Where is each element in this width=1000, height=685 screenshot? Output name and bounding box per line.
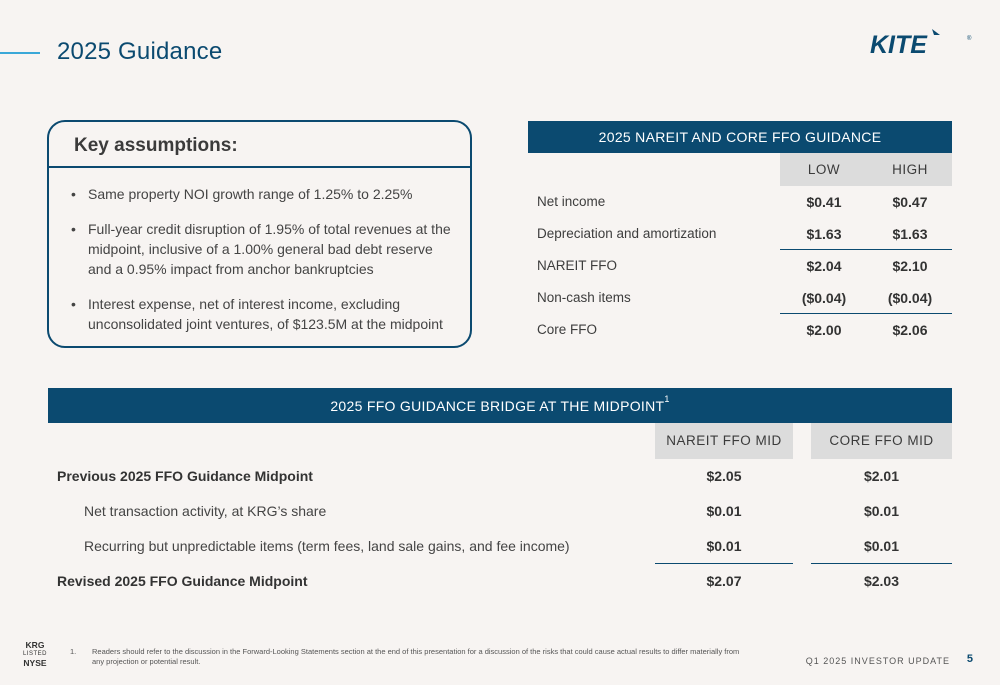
nareit-value: $2.07 xyxy=(706,573,742,589)
table-row xyxy=(528,218,952,250)
ffo-bridge-table xyxy=(48,388,952,599)
bridge-title xyxy=(48,388,952,423)
key-assumptions-box xyxy=(47,120,472,348)
core-value: $2.03 xyxy=(863,573,900,589)
assumption-item: • Full-year credit disruption of 1.95% of total revenues at the midpoint, inclusive of a 1.00% general bad debt reserve and a 0.95% impact from anchor bankruptcies xyxy=(71,219,456,279)
low-value: $2.00 xyxy=(806,322,842,338)
table-row xyxy=(48,529,952,564)
column-header-core-ffo-mid: CORE FFO MID xyxy=(811,423,952,459)
footnote-marker: 1 xyxy=(664,394,670,404)
row-label: Revised 2025 FFO Guidance Midpoint xyxy=(57,573,308,589)
kite-logo xyxy=(870,26,974,56)
nareit-value: $2.05 xyxy=(706,468,742,484)
row-label: Previous 2025 FFO Guidance Midpoint xyxy=(57,468,313,484)
high-value: $2.10 xyxy=(892,258,928,274)
low-value: $1.63 xyxy=(806,226,842,242)
high-value: ($0.04) xyxy=(887,290,933,306)
logo-wordmark: KITE xyxy=(870,31,927,56)
low-value: $2.04 xyxy=(806,258,842,274)
high-value: $0.47 xyxy=(892,194,928,210)
high-value: $2.06 xyxy=(892,322,928,338)
footer-label: Q1 2025 INVESTOR UPDATE xyxy=(805,656,950,666)
table-row xyxy=(528,314,952,346)
exchange-label: NYSE xyxy=(23,658,47,668)
core-value: $0.01 xyxy=(863,503,900,519)
nareit-value: $0.01 xyxy=(706,503,742,519)
table-row xyxy=(528,186,952,218)
low-value: ($0.04) xyxy=(801,290,847,306)
high-value: $1.63 xyxy=(892,226,928,242)
table-row xyxy=(528,282,952,314)
page-title: 2025 Guidance xyxy=(57,38,223,65)
key-assumptions-heading: Key assumptions: xyxy=(49,122,470,168)
krg-ticker: KRG xyxy=(25,640,45,650)
footnote-number: 1. xyxy=(70,647,77,656)
assumption-item: • Interest expense, net of interest income, excluding unconsolidated joint ventures, of $123.5M at the midpoint xyxy=(71,294,456,334)
row-label: Net income xyxy=(537,194,606,209)
row-label: NAREIT FFO xyxy=(537,258,618,273)
ffo-guidance-table xyxy=(528,121,952,346)
assumption-item: • Same property NOI growth range of 1.25% to 2.25% xyxy=(71,184,456,204)
assumptions-list xyxy=(49,168,470,334)
bridge-column-headers xyxy=(48,423,952,459)
table-row xyxy=(48,494,952,529)
table-row xyxy=(48,459,952,494)
column-header-high: HIGH xyxy=(868,153,952,186)
row-label: Recurring but unpredictable items (term fees, land sale gains, and fee income) xyxy=(84,538,570,554)
title-accent-line xyxy=(0,52,40,54)
nareit-value: $0.01 xyxy=(706,538,742,554)
logo-registered-mark: ® xyxy=(967,36,972,42)
krg-nyse-badge xyxy=(23,640,47,668)
ffo-guidance-title: 2025 NAREIT AND CORE FFO GUIDANCE xyxy=(528,121,952,153)
row-label: Depreciation and amortization xyxy=(537,226,717,241)
table-row xyxy=(48,564,952,599)
footnote-text: Readers should refer to the discussion in the Forward-Looking Statements section at the end of this presentation for a discussion of the risks that could cause actual results to differ materially from any projection or potential result. xyxy=(92,647,740,666)
core-value: $0.01 xyxy=(863,538,900,554)
ffo-column-headers xyxy=(528,153,952,186)
page-number: 5 xyxy=(966,653,973,665)
listed-label: LISTED xyxy=(23,651,48,657)
core-value: $2.01 xyxy=(863,468,900,484)
low-value: $0.41 xyxy=(806,194,842,210)
row-label: Net transaction activity, at KRG’s share xyxy=(84,503,327,519)
row-label: Non-cash items xyxy=(537,290,631,305)
column-header-nareit-ffo-mid: NAREIT FFO MID xyxy=(655,423,793,459)
column-header-low: LOW xyxy=(780,153,868,186)
bridge-title-text: 2025 FFO GUIDANCE BRIDGE AT THE MIDPOINT xyxy=(330,398,665,414)
row-label: Core FFO xyxy=(537,322,598,337)
table-row xyxy=(528,250,952,282)
